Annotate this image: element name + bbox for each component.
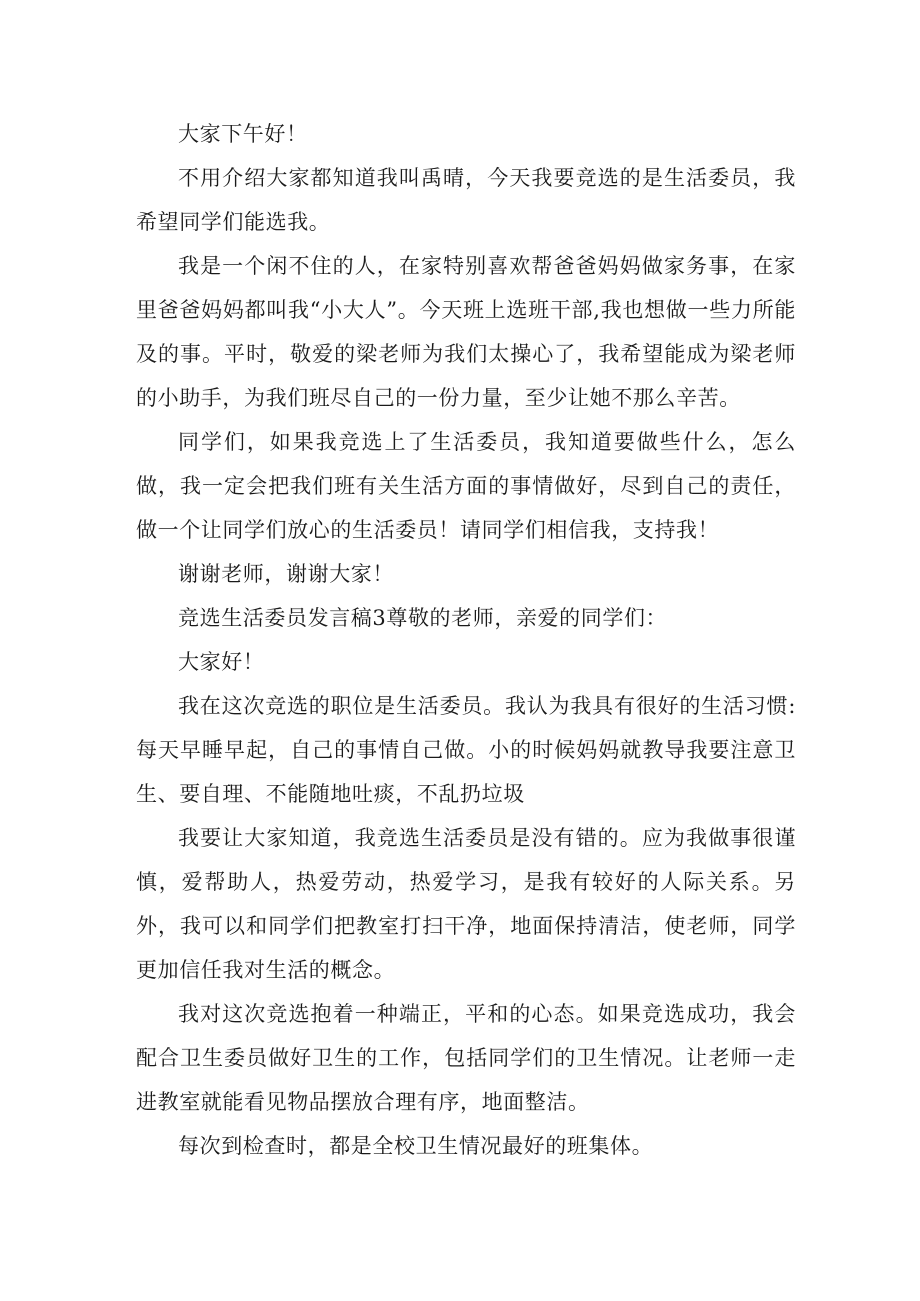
paragraph-promise: 同学们，如果我竞选上了生活委员，我知道要做些什么，怎么做，我一定会把我们班有关生活方面的事情做好，尽到自己的责任，做一个让同学们放心的生活委员！请同学们相信我，支持我！	[136, 430, 796, 542]
paragraph-qualities: 我要让大家知道，我竞选生活委员是没有错的。应为我做事很谨慎，爱帮助人，热爱劳动，热爱学习，是我有较好的人际关系。另外，我可以和同学们把教室打扫干净，地面保持清洁，使老师，同学更加信任我对生活的概念。	[136, 826, 796, 982]
paragraph-thanks: 谢谢老师，谢谢大家！	[178, 562, 394, 586]
document-body	[136, 112, 796, 1168]
paragraph-introduction: 不用介绍大家都知道我叫禹晴，今天我要竞选的是生活委员，我希望同学们能选我。	[136, 166, 796, 234]
paragraph-attitude: 我对这次竞选抱着一种端正，平和的心态。如果竞选成功，我会配合卫生委员做好卫生的工作，包括同学们的卫生情况。让老师一走进教室就能看见物品摆放合理有序，地面整洁。	[136, 1002, 796, 1114]
paragraph-speech-3-heading: 竞选生活委员发言稿3尊敬的老师，亲爱的同学们：	[178, 606, 668, 630]
paragraph-personality: 我是一个闲不住的人，在家特别喜欢帮爸爸妈妈做家务事，在家里爸爸妈妈都叫我“小大人”。今天班上选班干部,我也想做一些力所能及的事。平时，敬爱的梁老师为我们太操心了，我希望能成为梁老师的小助手，为我们班尽自己的一份力量，至少让她不那么辛苦。	[136, 254, 796, 410]
paragraph-habits: 我在这次竞选的职位是生活委员。我认为我具有很好的生活习惯:每天早睡早起，自己的事情自己做。小的时候妈妈就教导我要注意卫生、要自理、不能随地吐痰，不乱扔垃圾	[136, 694, 796, 806]
paragraph-greeting: 大家下午好！	[178, 122, 308, 146]
paragraph-greeting-2: 大家好！	[178, 650, 265, 674]
paragraph-closing: 每次到检查时，都是全校卫生情况最好的班集体。	[178, 1134, 654, 1158]
